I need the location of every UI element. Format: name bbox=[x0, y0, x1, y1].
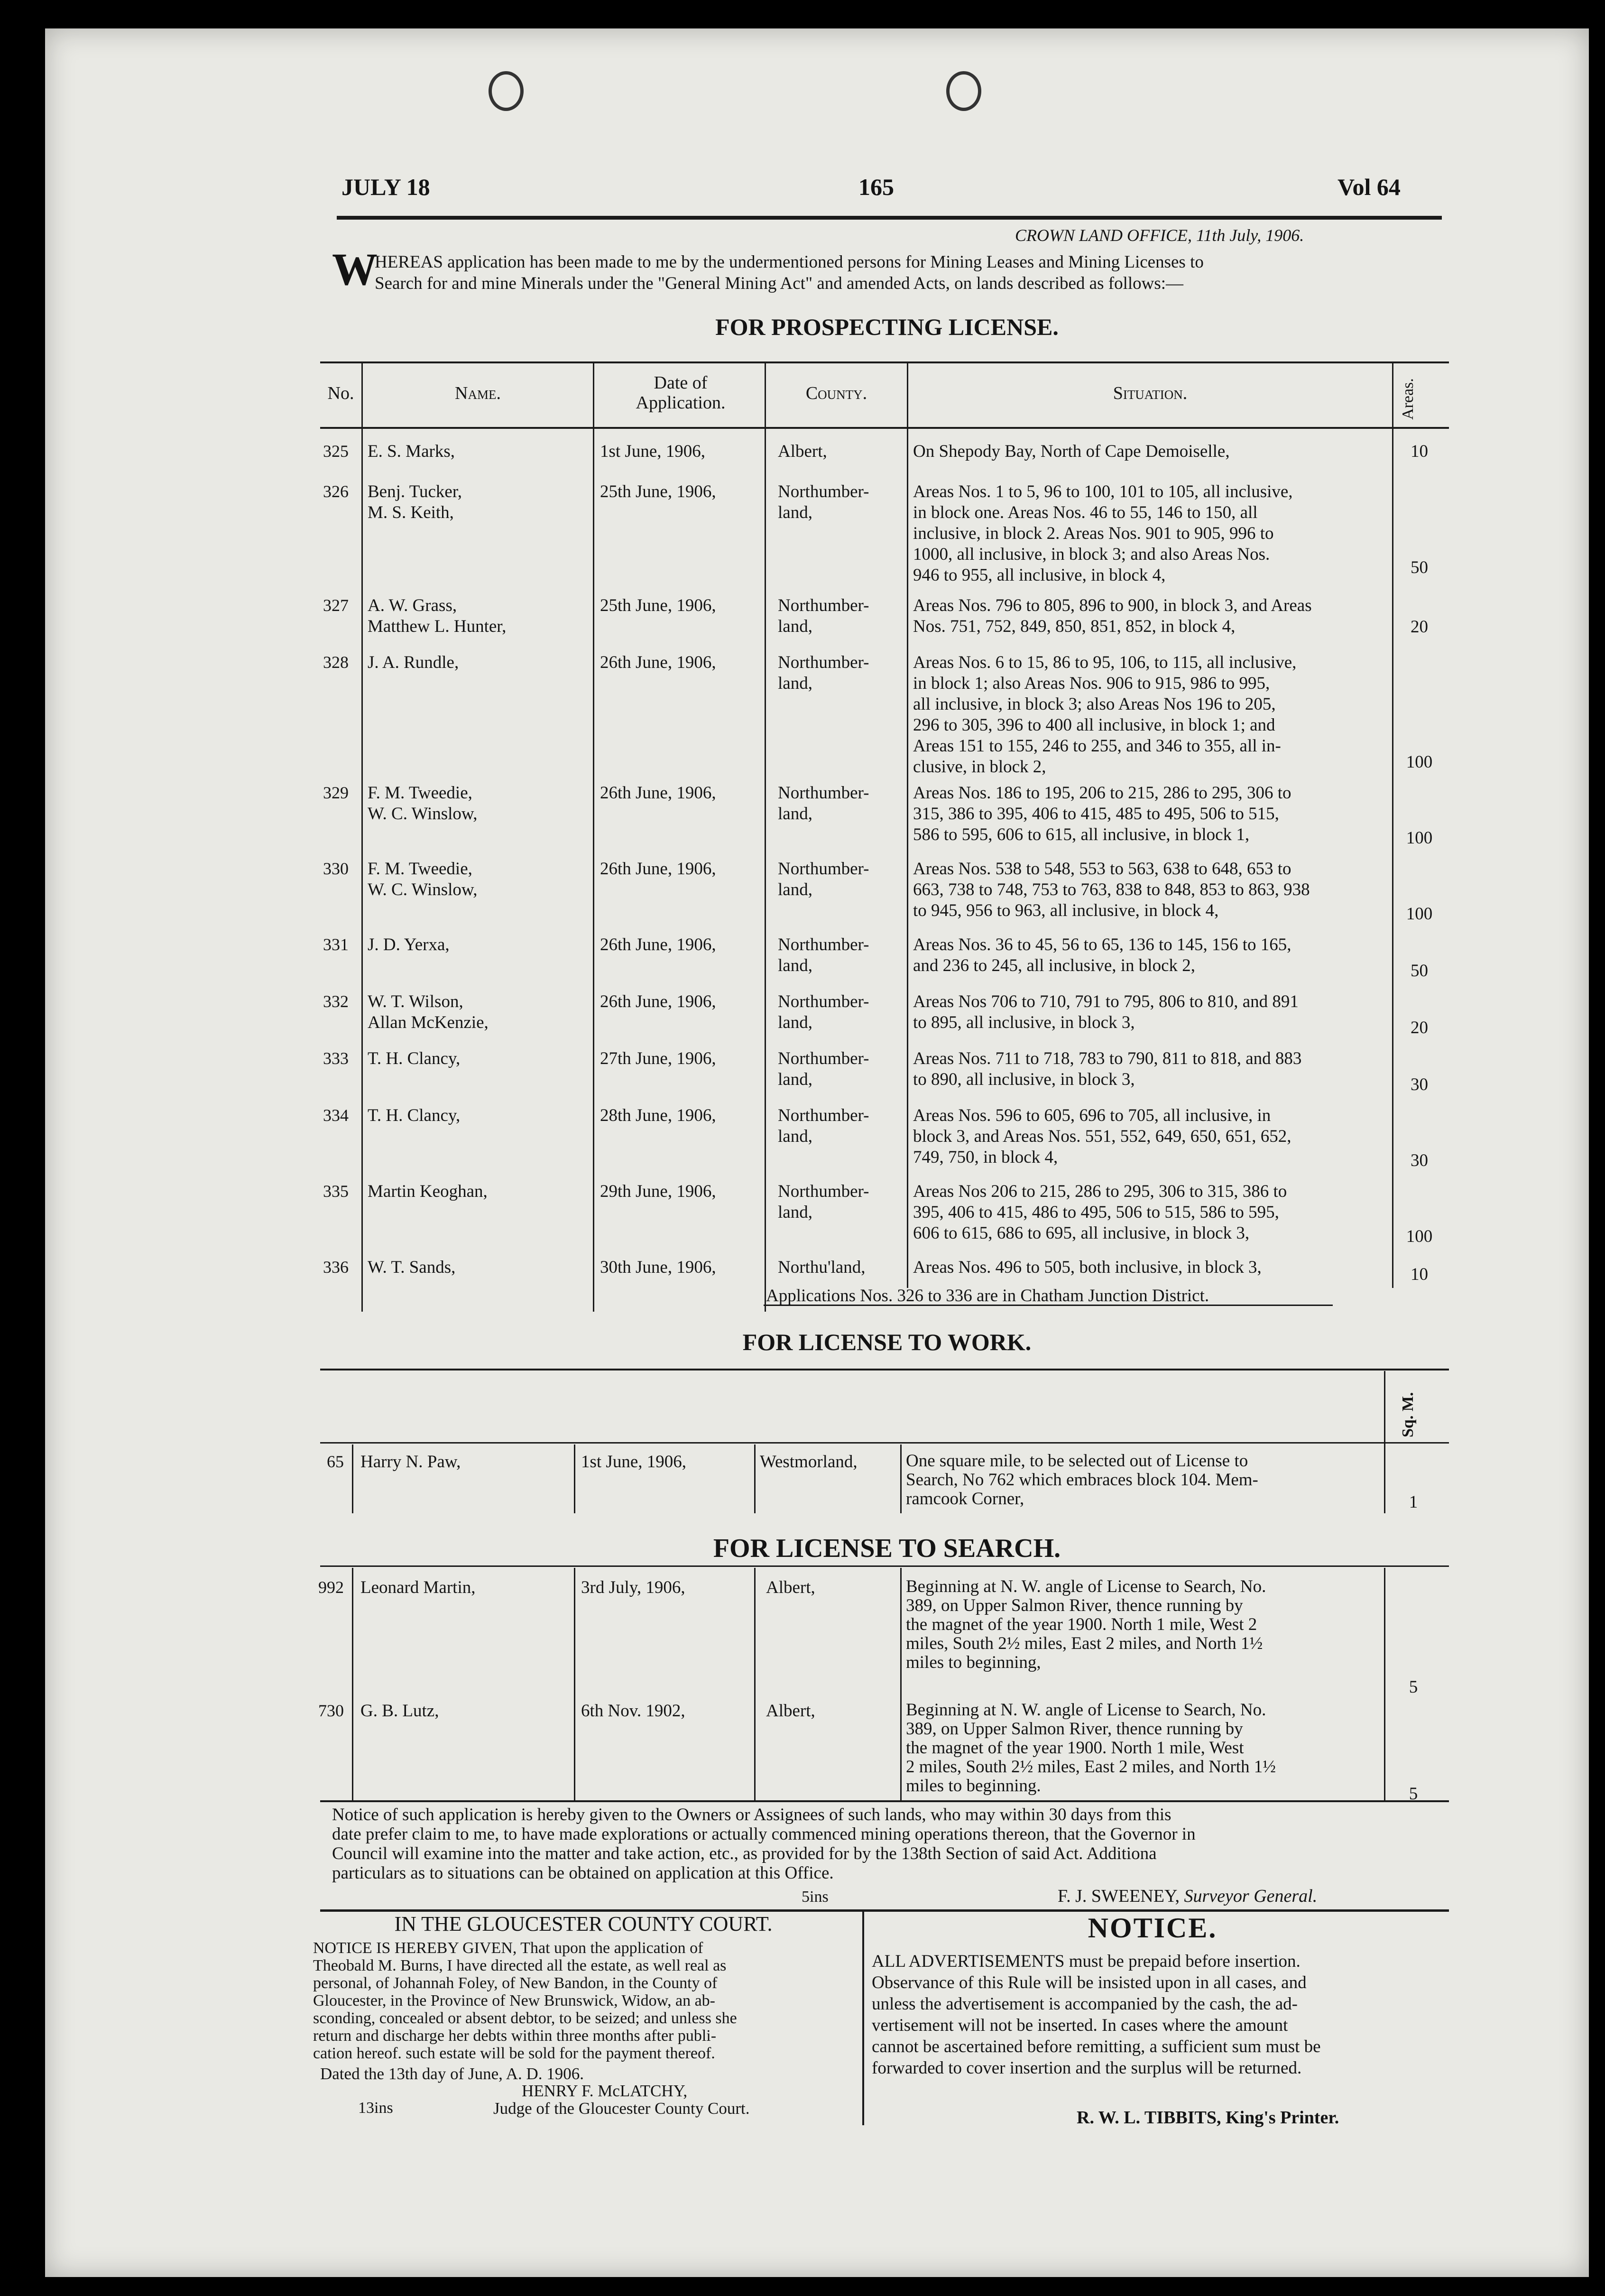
court-notice-line: NOTICE IS HEREBY GIVEN, That upon the application of bbox=[313, 1939, 703, 1957]
situation-line: One square mile, to be selected out of License to bbox=[906, 1451, 1248, 1471]
county-line: land, bbox=[778, 617, 812, 636]
application-date: 1st June, 1906, bbox=[600, 442, 705, 461]
situation bbox=[913, 1048, 1392, 1090]
court-notice-line: cation hereof. such estate will be sold for the payment thereof. bbox=[313, 2045, 715, 2062]
situation-line: On Shepody Bay, North of Cape Demoiselle, bbox=[913, 442, 1230, 461]
notice-signer: R. W. L. TIBBITS, King's Printer. bbox=[1077, 2108, 1339, 2128]
court-heading: IN THE GLOUCESTER COUNTY COURT. bbox=[394, 1912, 773, 1935]
county-line: Northumber- bbox=[778, 1049, 869, 1068]
situation bbox=[913, 595, 1392, 637]
applicant-name bbox=[368, 1257, 590, 1278]
notice-box-line: vertisement will not be inserted. In cases where the amount bbox=[872, 2016, 1288, 2035]
col-header-name: Name. bbox=[455, 383, 501, 403]
application-date: 6th Nov. 1902, bbox=[581, 1701, 685, 1721]
applicant-name-line: A. W. Grass, bbox=[368, 596, 457, 615]
county-line: Northumber- bbox=[778, 992, 869, 1011]
col-rule bbox=[754, 1444, 756, 1513]
county-line: Northu'land, bbox=[778, 1258, 866, 1277]
applicant-name-line: T. H. Clancy, bbox=[368, 1049, 461, 1068]
applicant-name-line: W. T. Sands, bbox=[368, 1258, 456, 1277]
situation bbox=[913, 991, 1392, 1033]
row-number: 730 bbox=[318, 1701, 344, 1720]
applicant-name bbox=[368, 652, 590, 673]
row-number: 336 bbox=[323, 1258, 349, 1277]
situation-line: 586 to 595, 606 to 615, all inclusive, in block 1, bbox=[913, 825, 1250, 844]
county bbox=[778, 859, 906, 900]
application-date: 3rd July, 1906, bbox=[581, 1578, 685, 1597]
situation-line: Areas Nos. 538 to 548, 553 to 563, 638 to 648, 653 to bbox=[913, 859, 1291, 879]
table-top-rule bbox=[320, 1565, 1449, 1567]
county-line: Northumber- bbox=[778, 1106, 869, 1125]
situation-line: Areas 151 to 155, 246 to 255, and 346 to 355, all in- bbox=[913, 736, 1281, 756]
applicant-name-line: Martin Keoghan, bbox=[368, 1182, 488, 1201]
application-date: 25th June, 1906, bbox=[600, 482, 716, 501]
areas-value: 10 bbox=[1411, 442, 1428, 461]
notice-paragraph-line: particulars as to situations can be obtained on application at this Office. bbox=[332, 1863, 834, 1883]
notice-paragraph-line: date prefer claim to me, to have made explorations or actually commenced mining operations thereon, that the Governor in bbox=[332, 1824, 1196, 1844]
situation bbox=[913, 1105, 1392, 1168]
situation-line: in block 1; also Areas Nos. 906 to 915, 986 to 995, bbox=[913, 674, 1270, 693]
areas-value: 20 bbox=[1411, 1018, 1428, 1037]
situation-line: Beginning at N. W. angle of License to Search, No. bbox=[906, 1577, 1266, 1596]
application-date: 26th June, 1906, bbox=[600, 653, 716, 672]
situation-line: miles, South 2½ miles, East 2 miles, and North 1½ bbox=[906, 1634, 1263, 1653]
areas-value: 10 bbox=[1411, 1265, 1428, 1284]
applicant-name bbox=[368, 1048, 590, 1069]
court-insertions: 13ins bbox=[358, 2099, 393, 2117]
county-line: land, bbox=[778, 503, 812, 522]
areas-value: 5 bbox=[1409, 1677, 1418, 1697]
col-header-date: Date of Application. bbox=[636, 373, 726, 413]
row-number: 330 bbox=[323, 859, 349, 878]
situation-line: 2 miles, South 2½ miles, East 2 miles, and North 1½ bbox=[906, 1757, 1276, 1777]
col-rule bbox=[1384, 1568, 1385, 1800]
county-line: land, bbox=[778, 804, 812, 824]
surveyor-title: Surveyor General. bbox=[1184, 1886, 1318, 1906]
areas-value: 100 bbox=[1406, 904, 1433, 924]
county-line: Northumber- bbox=[778, 653, 869, 672]
situation bbox=[906, 1452, 1383, 1509]
application-date: 25th June, 1906, bbox=[600, 596, 716, 615]
applicant-name-line: J. D. Yerxa, bbox=[368, 935, 450, 954]
situation bbox=[913, 783, 1392, 845]
col-rule bbox=[361, 363, 363, 1312]
county bbox=[778, 441, 906, 462]
application-date: 30th June, 1906, bbox=[600, 1258, 716, 1277]
applicant-name bbox=[368, 783, 590, 824]
row-number: 332 bbox=[323, 992, 349, 1011]
insertions-note: 5ins bbox=[802, 1888, 829, 1906]
situation-line: all inclusive, in block 3; also Areas Nos 196 to 205, bbox=[913, 694, 1276, 714]
situation-line: 663, 738 to 748, 753 to 763, 838 to 848, 853 to 863, 938 bbox=[913, 880, 1310, 899]
application-date: 26th June, 1906, bbox=[600, 935, 716, 954]
col-header-no: No. bbox=[327, 383, 354, 403]
county bbox=[778, 1048, 906, 1090]
applicant-name bbox=[368, 935, 590, 955]
col-rule bbox=[900, 1444, 902, 1513]
punch-hole bbox=[489, 71, 524, 111]
surveyor-signature bbox=[1058, 1886, 1317, 1907]
county: Westmorland, bbox=[760, 1452, 858, 1472]
county-line: Northumber- bbox=[778, 482, 869, 501]
situation-line: miles to beginning, bbox=[906, 1653, 1041, 1672]
application-date: 26th June, 1906, bbox=[600, 992, 716, 1011]
col-rule bbox=[907, 363, 908, 1288]
situation-line: Areas Nos. 796 to 805, 896 to 900, in block 3, and Areas bbox=[913, 596, 1312, 615]
areas-value: 5 bbox=[1409, 1784, 1418, 1804]
applicant-name-line: Benj. Tucker, bbox=[368, 482, 462, 501]
applicant-name: G. B. Lutz, bbox=[360, 1701, 439, 1721]
situation-line: to 890, all inclusive, in block 3, bbox=[913, 1070, 1135, 1089]
col-rule bbox=[900, 1568, 902, 1800]
table-top-rule bbox=[320, 361, 1449, 363]
notice-box-line: cannot be ascertained before remitting, a sufficient sum must be bbox=[872, 2037, 1321, 2056]
col-header-sq-m: Sq. M. bbox=[1399, 1392, 1417, 1437]
court-notice-line: return and discharge her debts within three months after publi- bbox=[313, 2027, 717, 2045]
county bbox=[778, 652, 906, 694]
court-notice-line: Theobald M. Burns, I have directed all the estate, as well real as bbox=[313, 1957, 727, 1974]
county-line: Northumber- bbox=[778, 935, 869, 954]
situation bbox=[906, 1577, 1383, 1672]
county bbox=[778, 1105, 906, 1147]
section-title-prospecting: FOR PROSPECTING LICENSE. bbox=[715, 314, 1059, 340]
applicant-name bbox=[368, 595, 590, 637]
county bbox=[778, 783, 906, 824]
intro-line-2: Search for and mine Minerals under the "General Mining Act" and amended Acts, on lands described as follows:— bbox=[375, 274, 1184, 293]
applicant-name: Leonard Martin, bbox=[360, 1578, 476, 1597]
areas-value: 100 bbox=[1406, 752, 1433, 772]
situation-line: miles to beginning. bbox=[906, 1776, 1041, 1796]
sq-miles-value: 1 bbox=[1409, 1492, 1418, 1512]
situation-line: Areas Nos. 711 to 718, 783 to 790, 811 to 818, and 883 bbox=[913, 1049, 1302, 1068]
application-date: 26th June, 1906, bbox=[600, 783, 716, 803]
application-date: 27th June, 1906, bbox=[600, 1049, 716, 1068]
column-divider bbox=[862, 1912, 864, 2125]
county-line: Northumber- bbox=[778, 783, 869, 803]
row-number: 65 bbox=[327, 1452, 344, 1471]
situation bbox=[913, 1257, 1392, 1278]
areas-value: 30 bbox=[1411, 1075, 1428, 1094]
county-line: land, bbox=[778, 674, 812, 693]
situation-line: 1000, all inclusive, in block 3; and also Areas Nos. bbox=[913, 545, 1270, 564]
application-date: 1st June, 1906, bbox=[581, 1452, 686, 1472]
notice-heading: NOTICE. bbox=[1088, 1912, 1218, 1944]
areas-value: 50 bbox=[1411, 558, 1428, 577]
situation-line: the magnet of the year 1900. North 1 mile, West 2 bbox=[906, 1615, 1257, 1634]
intro-line-1: HEREAS application has been made to me by the undermentioned persons for Mining Leases and Mining Licenses to bbox=[375, 252, 1204, 272]
situation-line: inclusive, in block 2. Areas Nos. 901 to 905, 996 to bbox=[913, 524, 1274, 543]
court-signer-title: Judge of the Gloucester County Court. bbox=[493, 2099, 750, 2118]
col-rule bbox=[593, 363, 594, 1312]
county-line: Northumber- bbox=[778, 596, 869, 615]
applicant-name-line: F. M. Tweedie, bbox=[368, 859, 472, 879]
col-rule bbox=[1384, 1371, 1385, 1513]
situation-line: 389, on Upper Salmon River, thence running by bbox=[906, 1596, 1243, 1615]
situation-line: 606 to 615, 686 to 695, all inclusive, in block 3, bbox=[913, 1223, 1250, 1243]
table-top-rule bbox=[320, 1369, 1449, 1370]
county bbox=[778, 595, 906, 637]
applicant-name-line: F. M. Tweedie, bbox=[368, 783, 472, 803]
areas-value: 30 bbox=[1411, 1151, 1428, 1170]
situation-line: to 945, 956 to 963, all inclusive, in block 4, bbox=[913, 901, 1219, 920]
court-notice-line: Gloucester, in the Province of New Brunswick, Widow, an ab- bbox=[313, 1992, 716, 2009]
county-line: land, bbox=[778, 956, 812, 975]
situation-line: Search, No 762 which embraces block 104. Mem- bbox=[906, 1470, 1258, 1490]
applicant-name-line: Allan McKenzie, bbox=[368, 1013, 489, 1032]
situation-line: 749, 750, in block 4, bbox=[913, 1148, 1058, 1167]
county bbox=[778, 935, 906, 976]
county-line: land, bbox=[778, 880, 812, 899]
county bbox=[778, 1181, 906, 1223]
applicant-name-line: W. C. Winslow, bbox=[368, 804, 478, 824]
applicant-name bbox=[368, 859, 590, 900]
drop-cap: W bbox=[332, 244, 378, 295]
application-date: 26th June, 1906, bbox=[600, 859, 716, 879]
notice-box-line: unless the advertisement is accompanied by the cash, the ad- bbox=[872, 1994, 1298, 2014]
applicant-name-line: E. S. Marks, bbox=[368, 442, 455, 461]
applicant-name-line: J. A. Rundle, bbox=[368, 653, 459, 672]
situation-line: 389, on Upper Salmon River, thence running by bbox=[906, 1719, 1243, 1739]
applicant-name-line: W. T. Wilson, bbox=[368, 992, 463, 1011]
office-line: CROWN LAND OFFICE, 11th July, 1906. bbox=[1015, 226, 1304, 245]
application-date: 29th June, 1906, bbox=[600, 1182, 716, 1201]
col-header-situation: Situation. bbox=[1113, 383, 1188, 403]
county-line: land, bbox=[778, 1070, 812, 1089]
notice-paragraph-line: Notice of such application is hereby given to the Owners or Assignees of such lands, who may within 30 days from this bbox=[332, 1805, 1171, 1824]
situation-line: block 3, and Areas Nos. 551, 552, 649, 650, 651, 652, bbox=[913, 1127, 1291, 1146]
situation-line: Areas Nos 206 to 215, 286 to 295, 306 to 315, 386 to bbox=[913, 1182, 1287, 1201]
row-number: 333 bbox=[323, 1049, 349, 1068]
applicant-name bbox=[368, 1181, 590, 1202]
masthead-rule bbox=[337, 216, 1442, 220]
notice-paragraph-line: Council will examine into the matter and take action, etc., as provided for by the 138th Section of said Act. Additiona bbox=[332, 1844, 1157, 1863]
situation bbox=[906, 1701, 1383, 1796]
punch-hole bbox=[946, 71, 981, 111]
application-date: 28th June, 1906, bbox=[600, 1106, 716, 1125]
court-notice-line: personal, of Johannah Foley, of New Bandon, in the County of bbox=[313, 1974, 718, 1992]
county bbox=[778, 991, 906, 1033]
col-rule bbox=[352, 1444, 353, 1513]
applicant-name-line: M. S. Keith, bbox=[368, 503, 454, 522]
col-header-county: County. bbox=[805, 383, 867, 403]
county-line: land, bbox=[778, 1013, 812, 1032]
situation bbox=[913, 481, 1392, 586]
row-number: 331 bbox=[323, 935, 349, 954]
applicant-name-line: T. H. Clancy, bbox=[368, 1106, 461, 1125]
court-signer: HENRY F. McLATCHY, bbox=[522, 2082, 688, 2100]
situation-line: Areas Nos. 596 to 605, 696 to 705, all inclusive, in bbox=[913, 1106, 1271, 1125]
areas-value: 20 bbox=[1411, 617, 1428, 637]
situation-line: 946 to 955, all inclusive, in block 4, bbox=[913, 565, 1166, 585]
section-title-search: FOR LICENSE TO SEARCH. bbox=[713, 1534, 1061, 1563]
situation-line: Areas Nos. 186 to 195, 206 to 215, 286 to 295, 306 to bbox=[913, 783, 1291, 803]
notice-box-line: forwarded to cover insertion and the surplus will be returned. bbox=[872, 2058, 1302, 2078]
masthead-page-number: 165 bbox=[858, 174, 894, 200]
surveyor-name: F. J. SWEENEY, bbox=[1058, 1886, 1180, 1906]
areas-value: 100 bbox=[1406, 1227, 1433, 1246]
situation-line: Areas Nos. 6 to 15, 86 to 95, 106, to 115, all inclusive, bbox=[913, 653, 1297, 672]
table-header-rule bbox=[320, 1442, 1449, 1444]
applicant-name-line: W. C. Winslow, bbox=[368, 880, 478, 899]
applicant-name bbox=[368, 1105, 590, 1126]
table-header-rule bbox=[320, 427, 1449, 429]
situation-line: to 895, all inclusive, in block 3, bbox=[913, 1013, 1135, 1032]
situation-line: ramcook Corner, bbox=[906, 1489, 1024, 1509]
areas-value: 100 bbox=[1406, 828, 1433, 848]
situation-line: Nos. 751, 752, 849, 850, 851, 852, in block 4, bbox=[913, 617, 1236, 636]
situation-line: Areas Nos. 496 to 505, both inclusive, in block 3, bbox=[913, 1258, 1262, 1277]
situation bbox=[913, 859, 1392, 921]
notice-box-line: ALL ADVERTISEMENTS must be prepaid before insertion. bbox=[872, 1952, 1301, 1971]
county bbox=[778, 1257, 906, 1278]
situation bbox=[913, 1181, 1392, 1244]
situation-line: in block one. Areas Nos. 46 to 55, 146 to 150, all bbox=[913, 503, 1258, 522]
row-number: 329 bbox=[323, 783, 349, 802]
situation-line: 296 to 305, 396 to 400 all inclusive, in block 1; and bbox=[913, 715, 1275, 735]
row-number: 328 bbox=[323, 653, 349, 672]
areas-value: 50 bbox=[1411, 961, 1428, 981]
row-number: 335 bbox=[323, 1182, 349, 1201]
situation-line: Beginning at N. W. angle of License to Search, No. bbox=[906, 1700, 1266, 1720]
col-rule bbox=[352, 1568, 353, 1800]
situation bbox=[913, 441, 1392, 462]
court-notice-body bbox=[313, 1939, 858, 2062]
applicant-name bbox=[368, 991, 590, 1033]
applicant-name bbox=[368, 481, 590, 523]
situation-line: the magnet of the year 1900. North 1 mile, West bbox=[906, 1738, 1244, 1758]
masthead-date: JULY 18 bbox=[341, 174, 430, 200]
county: Albert, bbox=[766, 1701, 815, 1721]
county-line: land, bbox=[778, 1127, 812, 1146]
row-number: 992 bbox=[318, 1578, 344, 1597]
situation bbox=[913, 652, 1392, 778]
col-header-areas: Areas. bbox=[1399, 378, 1417, 420]
county-line: land, bbox=[778, 1203, 812, 1222]
situation-line: and 236 to 245, all inclusive, in block 2, bbox=[913, 956, 1195, 975]
court-dated: Dated the 13th day of June, A. D. 1906. bbox=[320, 2065, 584, 2083]
county: Albert, bbox=[766, 1578, 815, 1597]
notice-box-line: Observance of this Rule will be insisted upon in all cases, and bbox=[872, 1973, 1307, 1992]
county-line: Northumber- bbox=[778, 859, 869, 879]
col-rule bbox=[765, 363, 766, 1312]
situation-line: clusive, in block 2, bbox=[913, 757, 1046, 777]
situation-line: 315, 386 to 395, 406 to 415, 485 to 495, 506 to 515, bbox=[913, 804, 1279, 824]
county-line: Albert, bbox=[778, 442, 827, 461]
situation-line: Areas Nos. 36 to 45, 56 to 65, 136 to 145, 156 to 165, bbox=[913, 935, 1291, 954]
notice-paragraph bbox=[332, 1805, 1442, 1883]
masthead-volume: Vol 64 bbox=[1338, 174, 1401, 200]
applicant-name bbox=[368, 441, 590, 462]
table-bottom-rule bbox=[320, 1800, 1449, 1802]
col-rule bbox=[754, 1568, 756, 1800]
col-rule bbox=[574, 1444, 575, 1513]
applicant-name: Harry N. Paw, bbox=[360, 1452, 461, 1472]
col-rule bbox=[1392, 363, 1393, 1288]
situation-line: Areas Nos. 1 to 5, 96 to 100, 101 to 105, all inclusive, bbox=[913, 482, 1293, 501]
situation-line: Areas Nos 706 to 710, 791 to 795, 806 to 810, and 891 bbox=[913, 992, 1299, 1011]
footnote: Applications Nos. 326 to 336 are in Chatham Junction District. bbox=[766, 1286, 1209, 1305]
situation bbox=[913, 935, 1392, 976]
situation-line: 395, 406 to 415, 486 to 495, 506 to 515, 586 to 595, bbox=[913, 1203, 1279, 1222]
applicant-name-line: Matthew L. Hunter, bbox=[368, 617, 507, 636]
notice-box-body bbox=[872, 1951, 1446, 2079]
section-title-work: FOR LICENSE TO WORK. bbox=[742, 1329, 1032, 1355]
court-notice-line: sconding, concealed or absent debtor, to be seized; and unless she bbox=[313, 2009, 737, 2027]
row-number: 334 bbox=[323, 1106, 349, 1125]
county-line: Northumber- bbox=[778, 1182, 869, 1201]
county bbox=[778, 481, 906, 523]
row-number: 327 bbox=[323, 596, 349, 615]
col-rule bbox=[574, 1568, 575, 1800]
row-number: 326 bbox=[323, 482, 349, 501]
row-number: 325 bbox=[323, 442, 349, 461]
